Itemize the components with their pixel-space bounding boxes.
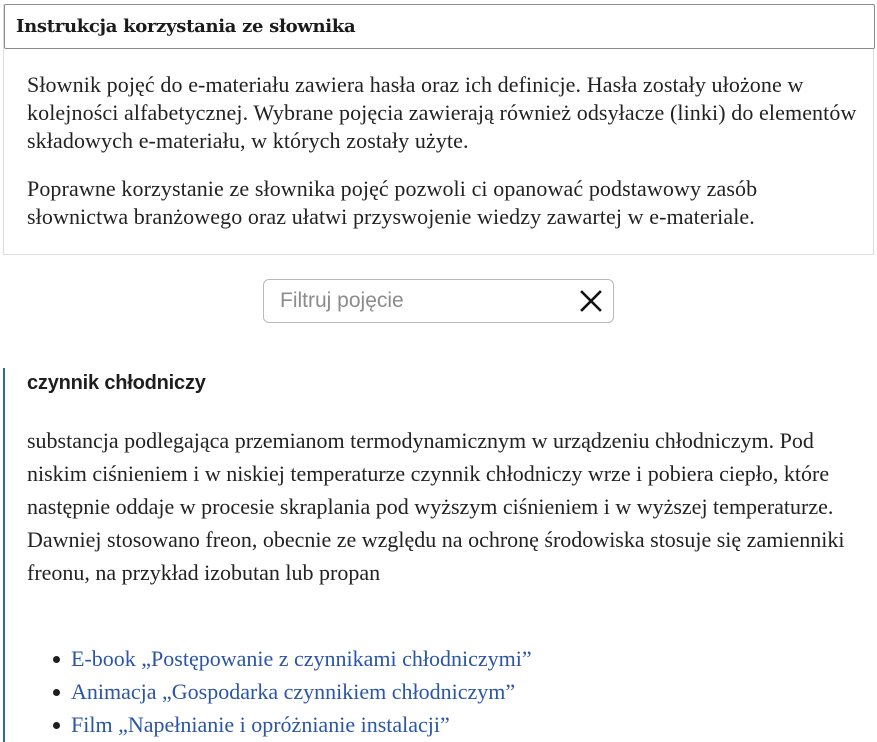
instructions-header[interactable] [4, 4, 875, 49]
instructions-paragraph: Poprawne korzystanie ze słownika pojęć pozwoli ci opanować podstawowy zasób słownictwa branżowego oraz ułatwi przyswojenie wiedzy zawartej w e-materiale. [27, 176, 758, 229]
list-item [71, 708, 532, 741]
link-film[interactable]: Film „Napełnianie i opróżnianie instalacji” [71, 712, 450, 737]
close-icon[interactable] [579, 289, 603, 313]
entry-term: czynnik chłodniczy [27, 372, 206, 394]
instructions-title: Instrukcja korzystania ze słownika [16, 16, 356, 37]
filter-input[interactable] [280, 280, 570, 322]
link-ebook[interactable]: E-book „Postępowanie z czynnikami chłodniczymi” [71, 646, 532, 671]
instructions-paragraph: Słownik pojęć do e-materiału zawiera hasła oraz ich definicje. Hasła zostały ułożone w kolejności alfabetycznej. Wybrane pojęcia zawierają również odsyłacze (linki) do elementów składowych e-materiału, w których zostały użyte. [27, 72, 857, 153]
instructions-panel [3, 4, 874, 255]
filter-box [263, 279, 614, 323]
list-item [71, 642, 532, 675]
instructions-body [27, 71, 862, 251]
entry-links-list [27, 642, 532, 741]
entry-definition: substancja podlegająca przemianom termodynamicznym w urządzeniu chłodniczym. Pod niskim ciśnieniem i w niskiej temperaturze czynnik chłodniczy wrze i pobiera ciepło, które następnie oddaje w procesie skraplania pod wyższym ciśnieniem i w wyższej temperaturze. Dawniej stosowano freon, obecnie ze względu na ochronę środowiska stosuje się zamienniki freonu, na przykład izobutan lub propan [27, 428, 845, 585]
link-animation[interactable]: Animacja „Gospodarka czynnikiem chłodniczym” [71, 679, 516, 704]
list-item [71, 675, 532, 708]
glossary-entry [3, 368, 877, 742]
